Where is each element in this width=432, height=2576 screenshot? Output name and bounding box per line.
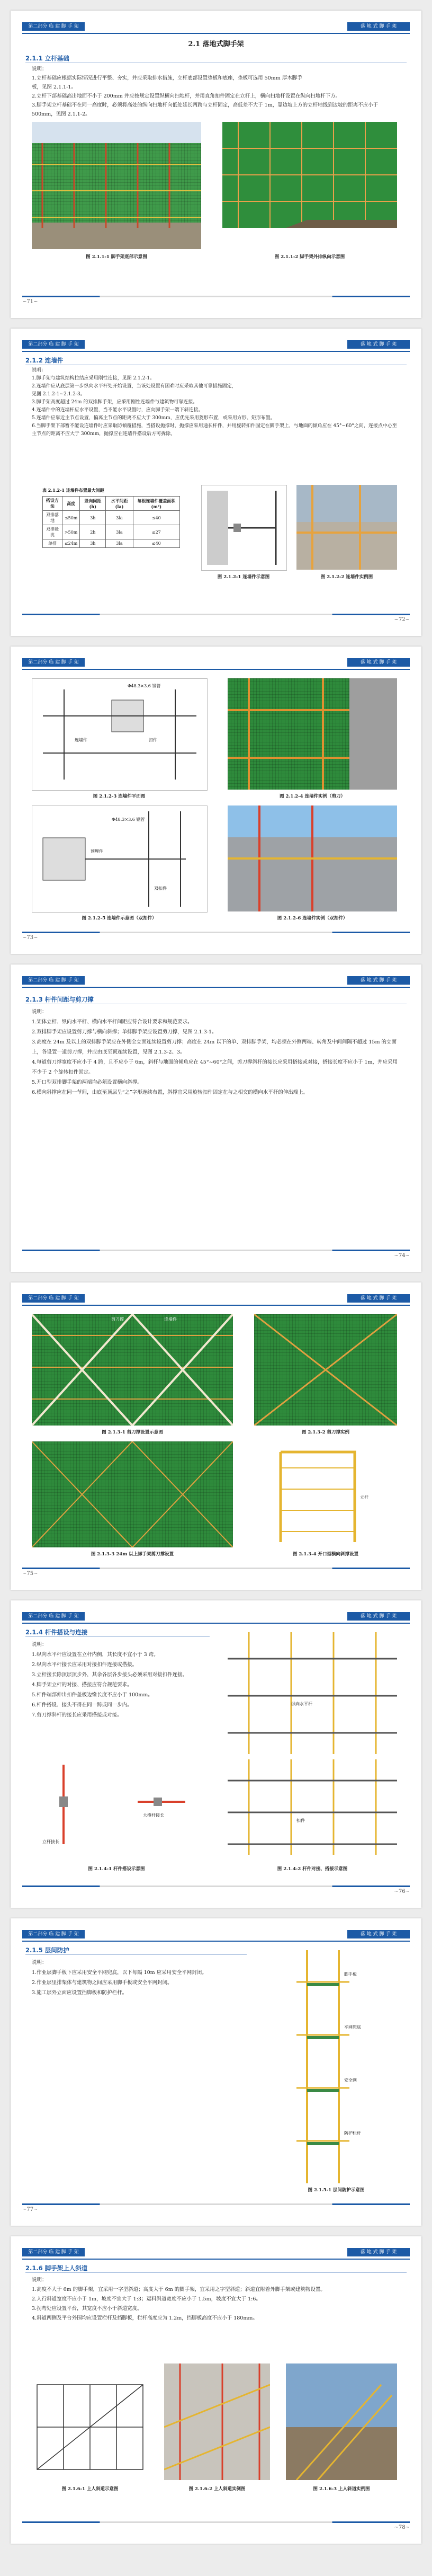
figure-caption: 图 2.1.4-1 杆件搭设示意图: [88, 1866, 145, 1872]
table-row: 双排落地 ≤50m 3h 3la ≤40: [43, 511, 180, 525]
table-row: 单排 ≤24m 3h 3la ≤40: [43, 539, 180, 548]
header-right: 落 地 式 脚 手 架: [347, 340, 410, 349]
figure-caption: 图 2.1.2-4 连墙件实例（剪刀）: [279, 794, 346, 799]
callout-label: 安全网: [344, 2078, 357, 2083]
figure-caption: 图 2.1.2-5 连墙件示意图（双扣件）: [82, 916, 157, 921]
figure-caption: 图 2.1.2-3 连墙件平面图: [93, 794, 146, 799]
subsection-heading: 2.1.3 杆件间距与剪刀撑: [25, 996, 94, 1003]
header-right: 落 地 式 脚 手 架: [347, 976, 410, 985]
header-left: 第二部分 临 建 脚 手 架: [22, 658, 85, 667]
header-left: 第二部分 临 建 脚 手 架: [22, 340, 85, 349]
double-clamp-drawing: [32, 805, 208, 913]
header-left: 第二部分 临 建 脚 手 架: [22, 1612, 85, 1621]
page-78: [11, 2236, 421, 2544]
page-header: [22, 339, 410, 352]
page-footer: [22, 1250, 410, 1261]
header-right: 落 地 式 脚 手 架: [347, 1930, 410, 1938]
page-73: [11, 647, 421, 954]
subsection-heading: 2.1.4 杆件搭设与连接: [25, 1628, 88, 1636]
ramp-photo-1: [164, 2363, 270, 2480]
tie-photo: [228, 678, 397, 790]
header-left: 第二部分 临 建 脚 手 架: [22, 22, 85, 31]
divider: [25, 1636, 210, 1637]
figure-caption: 图 2.1.3-4 开口型横向斜撑设置: [292, 1552, 359, 1557]
body-text: 说明： 1.立杆基础应根据实际情况进行平整、夯实，并应采取排水措施，立杆底部设置垫板和底座，垫板可选用 50mm 厚木脚手 板，见图 2.1.1-1。 2.立杆下部基础高出地面不小于 200mm 并应按规定设置纵横向扫地杆，并用直角扣件固定在立杆上，横向扫地杆设置在纵向扫地杆下方。 3.脚手架立杆基础不在同一高度时，必须将高处的纵向扫地杆向低处延长两跨与立杆固定，高低差不大于 1m，靠边坡上方的立杆轴线到边坡的距离不应小于 500mm，见图 2.1.1-2。: [32, 66, 379, 117]
page-footer: [22, 296, 410, 307]
body-text: 说明： 1.作业层脚手板下应采用安全平网兜底，以下每隔 10m 应采用安全平网封闭。 2.作业层里排架体与建筑物之间应采用脚手板或安全平网封闭。 3.施工层外立面应设置挡脚板和防护栏杆。: [32, 1960, 207, 1996]
elevation-drawing-svg: [222, 122, 397, 249]
header-right: 落 地 式 脚 手 架: [347, 1612, 410, 1621]
figure-caption: 图 2.1.1-1 脚手架底部示意图: [86, 254, 147, 260]
page-number: ~71~: [22, 299, 38, 305]
connection-grid-drawing: [228, 1759, 397, 1855]
page-header: [22, 1611, 410, 1624]
body-text: 说明： 1.高度不大于 6m 的脚手架，宜采用一字型斜道；高度大于 6m 的脚手架，宜采用之字型斜道；斜道宜附着外脚手架或建筑物设置。 2.人行斜道宽度不应小于 1m，坡度不宜大于 1:3；运料斜道宽度不应小于 1.5m，坡度不宜大于 1:6。 3.拐弯处应设置平台，其宽度不应小于斜道宽度。 4.斜道两侧及平台外围均应设置栏杆及挡脚板，栏杆高度应为 1.2m，挡脚板高度不应小于 180mm。: [32, 2277, 326, 2321]
page-number: ~72~: [394, 617, 410, 623]
callout-label: 预埋件: [91, 849, 103, 854]
body-text: 说明： 1.脚手架与建筑结构拉结应采用刚性连接，见图 2.1.2-1。 2.连墙件应从底层第一步纵向水平杆处开始设置，当该处设置有困难时应采取其他可靠措施固定， 见图 2.1.2-1~2.1.2-3。 3.脚手架高度超过 24m 的双排脚手架，应采用刚性连墙件与建筑物可靠连接。 4.连墙件中的连墙杆应水平设置，当不能水平设置时，应向脚手架一端下斜连接。 5.连墙件应靠近主节点设置，偏离主节点的距离不应大于 300mm，应优先采用菱形布置，或采用方形、矩形布置。 6.当脚手架下部暂不能设连墙件时应采取防倾覆措施，当搭设抛撑时，抛撑应采用通长杆件，并用旋转扣件固定在脚手架上，与地面的倾角应在 45°~60°之间，连接点中心至主节点的距离不应大于 300mm，抛撑应在连墙件搭设后方可拆除。: [32, 368, 397, 437]
callout-label: Φ48.3×3.6 钢管: [128, 684, 161, 688]
subsection-heading: 2.1.6 脚手架上人斜道: [25, 2264, 88, 2272]
header-right: 落 地 式 脚 手 架: [347, 2248, 410, 2256]
open-end-brace-drawing: [259, 1441, 392, 1547]
page-footer: [22, 1568, 410, 1579]
callout-label: 脚手板: [344, 1972, 357, 1977]
double-clamp-photo: [228, 805, 397, 911]
page-number: ~78~: [394, 2525, 410, 2530]
figure-caption: 图 2.1.2-6 连墙件实例（双扣件）: [277, 916, 348, 921]
header-left: 第二部分 临 建 脚 手 架: [22, 2248, 85, 2256]
header-left: 第二部分 临 建 脚 手 架: [22, 976, 85, 985]
page-number: ~73~: [22, 935, 38, 941]
header-left: 第二部分 临 建 脚 手 架: [22, 1294, 85, 1303]
callout-label: 大横杆接长: [143, 1813, 164, 1818]
figure-caption: 图 2.1.4-2 杆件对接、搭接示意图: [277, 1866, 348, 1872]
figure-caption: 图 2.1.3-1 剪刀撑设置示意图: [102, 1430, 163, 1435]
page-number: ~75~: [22, 1571, 38, 1577]
subsection-heading: 2.1.2 连墙件: [25, 357, 64, 364]
figure-caption: 图 2.1.6-3 上人斜道实例图: [313, 2486, 370, 2492]
page-75: [11, 1282, 421, 1590]
header-left: 第二部分 临 建 脚 手 架: [22, 1930, 85, 1938]
scaffold-photo: [32, 122, 201, 249]
callout-label: 扣件: [149, 738, 157, 742]
page-number: ~77~: [22, 2207, 38, 2212]
page-footer: [22, 2521, 410, 2533]
table-title: 表 2.1.2-1 连墙件布置最大间距: [42, 488, 104, 493]
callout-label: 防护栏杆: [344, 2131, 361, 2136]
page-footer: [22, 1885, 410, 1897]
layer-protection-drawing: [275, 1950, 397, 2183]
pole-joint-drawing: [42, 1759, 191, 1849]
body-text: 说明： 1.纵向水平杆应设置在立杆内侧，其长度不宜小于 3 跨。 2.纵向水平杆接长应采用对接扣件连接或搭接。 3.立杆接长除顶层顶步外，其余各层各步接头必须采用对接扣件连接。 4.脚手架立杆的对接、搭接应符合规范要求。 5.杆件端部伸出扣件盖板边缘长度不应小于 100mm。 6.杆件搭设、接头不得在同一跨或同一步内。 7.剪刀撑斜杆的接长应采用搭接或对接。: [32, 1642, 188, 1718]
pole-grid-drawing: [228, 1632, 397, 1754]
section-title: 2.1 落地式脚手架: [188, 40, 244, 48]
full-brace-drawing: [32, 1441, 233, 1547]
page-footer: [22, 932, 410, 943]
figure-caption: 图 2.1.2-2 连墙件实例图: [320, 574, 373, 580]
callout-label: 平网兜底: [344, 2025, 361, 2030]
page-header: [22, 21, 410, 34]
callout-label: 扣件: [296, 1818, 305, 1823]
body-text: 说明： 1.架体立杆、纵向水平杆、横向水平杆间距应符合设计要求和规范要求。 2.双排脚手架应设置剪刀撑与横向斜撑；单排脚手架应设置剪刀撑，见图 2.1.3-1。 3.高度在 24m 及以上的双排脚手架应在外侧全立面连续设置剪刀撑；高度在 24m 以下的单、双排脚手架，均必须在外侧两端、转角及中间间隔不超过 15m 的立面上，各设置一道剪刀撑，并应由底至顶连续设置，见图 2.1.3-2、3。 4.每道剪刀撑宽度不应小于 4 跨，且不应小于 6m，斜杆与地面的倾角应在 45°~60°之间，剪刀撑斜杆的接长应采用搭接或对接，搭接长度不应小于 1m，并应采用不少于 2 个旋转扣件固定。 5.开口型双排脚手架的两端均必须设置横向斜撑。 6.横向斜撑应在同一节间，由底至顶层呈“之”字形连续布置，斜撑宜采用旋转扣件固定在与之相交的横向水平杆的伸出端上。: [32, 1009, 398, 1095]
cross-brace-photo: [254, 1314, 397, 1426]
header-right: 落 地 式 脚 手 架: [347, 22, 410, 31]
page-number: ~74~: [394, 1253, 410, 1259]
cross-brace-drawing: [32, 1314, 233, 1426]
divider: [25, 1954, 247, 1955]
scaffold-photo-drawing: [32, 122, 201, 249]
figure-caption: 图 2.1.1-2 脚手架外排纵向示意图: [274, 254, 345, 260]
page-74: [11, 964, 421, 1272]
header-right: 落 地 式 脚 手 架: [347, 1294, 410, 1303]
callout-label: 纵向水平杆: [291, 1702, 312, 1706]
tie-photo: [296, 485, 397, 570]
figure-caption: 图 2.1.2-1 连墙件示意图: [217, 574, 270, 580]
subsection-heading: 2.1.1 立杆基础: [25, 55, 69, 62]
divider: [25, 2272, 407, 2273]
page-header: [22, 975, 410, 988]
page-71: [11, 11, 421, 318]
figure-caption: 图 2.1.6-2 上人斜道实例图: [188, 2486, 246, 2492]
callout-label: 双扣件: [154, 886, 167, 891]
callout-label: 连墙件: [164, 1317, 177, 1322]
callout-label: 立杆接长: [42, 1839, 59, 1844]
page-header: [22, 1293, 410, 1306]
figure-caption: 图 2.1.5-1 层间防护示意图: [308, 2188, 365, 2193]
page-header: [22, 657, 410, 670]
callout-label: 连墙件: [75, 738, 87, 742]
spacing-table: 搭设方法 高度 竖向间距(h) 水平间距(la) 每根连墙件覆盖面积(m²) 双排落地 ≤50m 3h 3la ≤40 双排悬挑 >50m 2h 3la ≤27 单排 ≤24m 3h 3la ≤40: [42, 496, 180, 548]
page-header: [22, 2247, 410, 2260]
tie-diagram: [201, 485, 287, 571]
page-number: ~76~: [394, 1889, 410, 1895]
callout-label: Φ48.3×3.6 钢管: [112, 817, 145, 822]
subsection-heading: 2.1.5 层间防护: [25, 1946, 69, 1954]
ramp-drawing: [32, 2363, 148, 2480]
header-right: 落 地 式 脚 手 架: [347, 658, 410, 667]
page-header: [22, 1929, 410, 1942]
page-footer: [22, 614, 410, 625]
ramp-photo-2: [286, 2363, 397, 2480]
tie-plan-drawing: [32, 678, 208, 791]
figure-caption: 图 2.1.6-1 上人斜道示意图: [61, 2486, 119, 2492]
page-72: [11, 329, 421, 636]
elevation-drawing: [222, 122, 397, 249]
page-77: [11, 1918, 421, 2226]
figure-caption: 图 2.1.3-3 24m 以上脚手架剪刀撑设置: [91, 1552, 174, 1557]
page-footer: [22, 2203, 410, 2215]
callout-label: 剪刀撑: [111, 1317, 124, 1322]
table-row: 双排悬挑 >50m 2h 3la ≤27: [43, 525, 180, 539]
figure-caption: 图 2.1.3-2 剪刀撑实例: [301, 1430, 350, 1435]
callout-label: 立杆: [360, 1495, 368, 1500]
page-76: [11, 1600, 421, 1908]
